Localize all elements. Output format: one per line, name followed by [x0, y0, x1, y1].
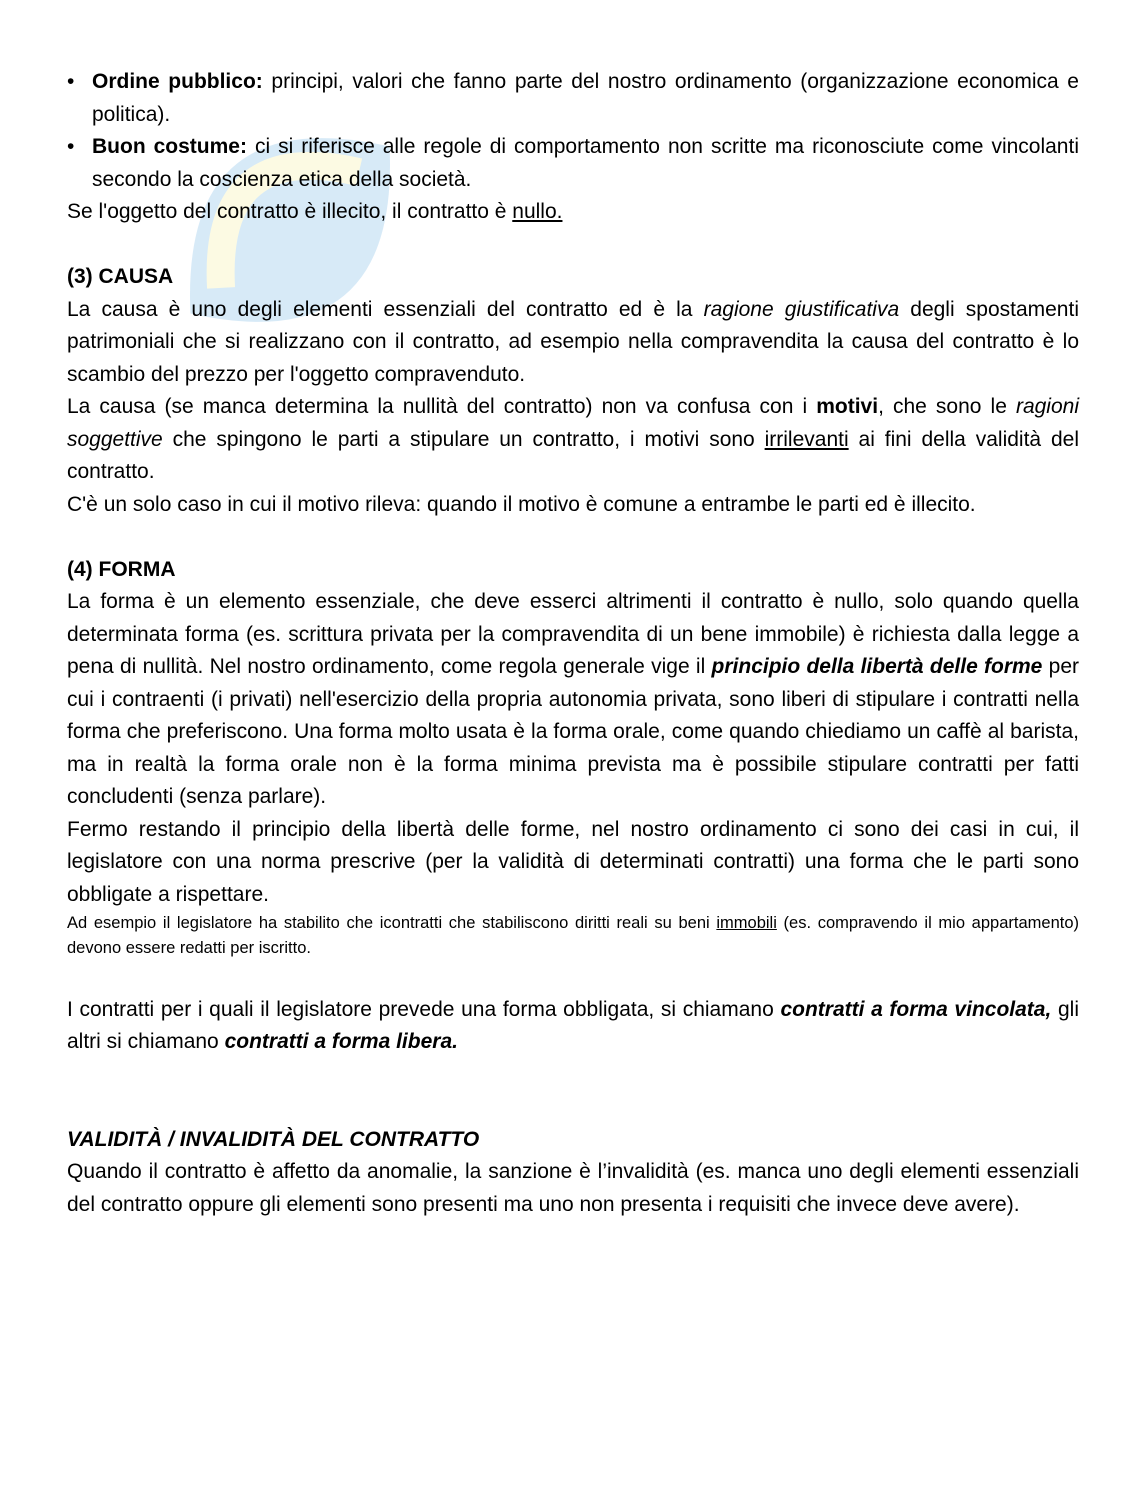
- bullet-term: Ordine pubblico:: [92, 70, 263, 93]
- text-run: Ad esempio il legislatore ha stabilito che icontratti che stabiliscono diritti reali su beni: [67, 914, 717, 932]
- bullet-item-ordine-pubblico: [67, 66, 1079, 131]
- text-run: per cui i contraenti (i privati) nell'esercizio della propria autonomia privata, sono liberi di stipulare i contratti nella forma che preferiscono. Una forma molto usata è la forma orale, come quando chiediamo un caffè al barista, ma in realtà la forma orale non è la forma minima prevista ma è possibile stipulare contratti per fatti concludenti (senza parlare).: [67, 655, 1079, 808]
- text-run: gli altri si chiamano: [67, 997, 1079, 1053]
- italic-run: ragioni soggettive: [67, 395, 1079, 451]
- causa-paragraph-1: [67, 294, 1079, 392]
- underlined-run: immobili: [716, 914, 777, 932]
- text-run: La causa (se manca determina la nullità del contratto) non va confusa con i: [67, 395, 817, 418]
- document-page: [67, 66, 1079, 1221]
- bullet-text: ci si riferisce alle regole di comportamento non scritte ma riconosciute come vincolanti secondo la coscienza etica della società.: [92, 135, 1079, 191]
- causa-paragraph-3: C'è un solo caso in cui il motivo rileva: quando il motivo è comune a entrambe le parti ed è illecito.: [67, 492, 976, 516]
- causa-paragraph-2: [67, 391, 1079, 489]
- section-heading-validita: VALIDITÀ / INVALIDITÀ DEL CONTRATTO: [67, 1127, 480, 1151]
- section-heading-causa: (3) CAUSA: [67, 265, 174, 288]
- illecito-paragraph: [67, 196, 1079, 229]
- text-run: , che sono le: [878, 395, 1016, 418]
- bold-italic-run: contratti a forma vincolata,: [780, 997, 1052, 1021]
- bullet-dot: •: [67, 70, 75, 93]
- validita-paragraph-1: Quando il contratto è affetto da anomalie, la sanzione è l’invalidità (es. manca uno degli elementi essenziali del contratto oppure gli elementi sono presenti ma uno non presenta i requisiti che invece deve avere).: [67, 1160, 1079, 1216]
- italic-run: ragione giustificativa: [703, 297, 900, 321]
- bold-italic-run: contratti a forma libera.: [224, 1030, 458, 1053]
- text-run: I contratti per i quali il legislatore prevede una forma obbligata, si chiamano: [67, 997, 781, 1021]
- text-run: degli spostamenti patrimoniali che si realizzano con il contratto, ad esempio nella compravendita la causa del contratto è lo scambio del prezzo per l'oggetto compravenduto.: [67, 297, 1079, 386]
- bullet-item-buon-costume: [67, 131, 1079, 196]
- underlined-run: irrilevanti: [764, 427, 849, 451]
- bold-italic-run: principio della libertà delle forme: [711, 655, 1043, 678]
- text-run: che spingono le parti a stipulare un contratto, i motivi sono: [162, 427, 765, 451]
- bullet-term: Buon costume:: [92, 135, 247, 158]
- bullet-dot: •: [67, 135, 75, 158]
- text-run: ai fini della validità del contratto.: [67, 427, 1079, 483]
- forma-paragraph-1: [67, 586, 1079, 814]
- section-heading-forma: (4) FORMA: [67, 557, 176, 581]
- bold-run: motivi: [816, 395, 879, 418]
- text-run: La forma è un elemento essenziale, che deve esserci altrimenti il contratto è nullo, solo quando quella determinata forma (es. scrittura privata per la compravendita di un bene immobile) è richiesta dalla legge a pena di nullità. Nel nostro ordinamento, come regola generale vige il: [67, 590, 1079, 678]
- bullet-list: [67, 66, 1079, 196]
- bullet-text: principi, valori che fanno parte del nostro ordinamento (organizzazione economica e politica).: [92, 70, 1079, 126]
- nullo-underlined: nullo.: [512, 200, 563, 223]
- illecito-text: Se l'oggetto del contratto è illecito, il contratto è: [67, 200, 513, 223]
- forma-paragraph-3-small: [67, 911, 1079, 961]
- text-run: (es. compravendo il mio appartamento) devono essere redatti per iscritto.: [67, 914, 1079, 957]
- forma-paragraph-2: Fermo restando il principio della libertà delle forme, nel nostro ordinamento ci sono dei casi in cui, il legislatore con una norma prescrive (per la validità di determinati contratti) una forma che le parti sono obbligate a rispettare.: [67, 817, 1079, 906]
- forma-paragraph-4: [67, 994, 1079, 1059]
- text-run: La causa è uno degli elementi essenziali del contratto ed è la: [67, 297, 704, 321]
